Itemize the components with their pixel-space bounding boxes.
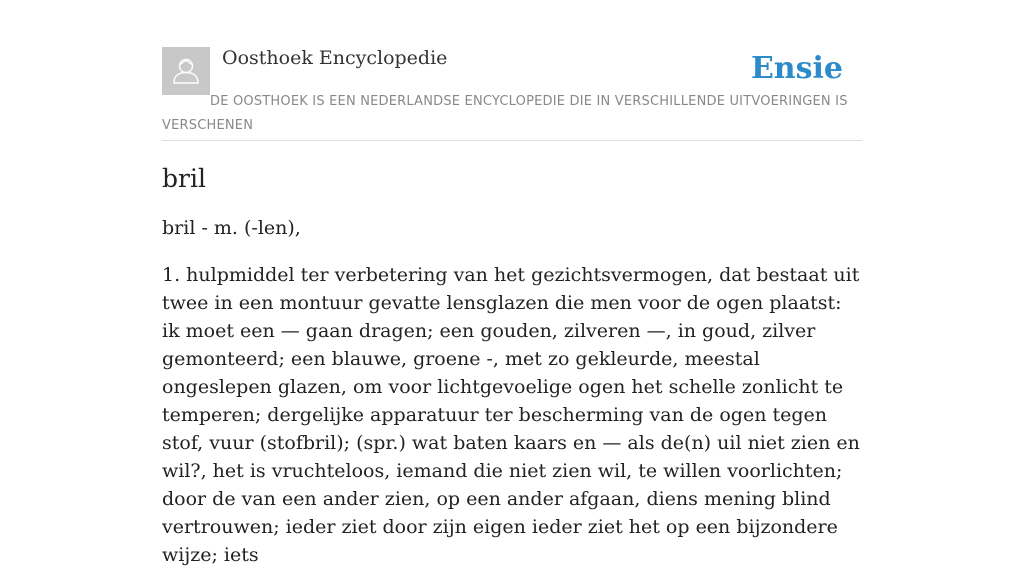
entry-definition: 1. hulpmiddel ter verbetering van het gezichtsvermogen, dat bestaat uit twee in een montuur gevatte lensglazen die men voor de ogen plaatst: ik moet een — gaan dragen; een gouden, zilveren —, in goud, zilver gemonteerd; een blauwe, groene -, met zo gekleurde, meestal ongeslepen glazen, om voor lichtgevoelige ogen het schelle zonlicht te temperen; dergelijke apparatuur ter bescherming van de ogen tegen stof, vuur (stofbril); (spr.) wat baten kaars en — als de(n) uil niet zien en wil?, het is vruchteloos, iemand die niet zien wil, te willen voorlichten; door de van een ander zien, op een ander afgaan, diens mening blind vertrouwen; ieder ziet door zijn eigen ieder ziet het op een bijzondere wijze; iets	[162, 264, 860, 566]
source-description: DE OOSTHOEK IS EEN NEDERLANDSE ENCYCLOPEDIE DIE IN VERSCHILLENDE UITVOERINGEN IS VERSCHENEN	[162, 94, 848, 133]
entry-headword-line: bril - m. (-len),	[162, 217, 301, 239]
source-title-link[interactable]: Oosthoek Encyclopedie	[222, 47, 448, 69]
source-header	[162, 46, 862, 141]
ensie-logo-link[interactable]: Ensie	[750, 51, 843, 86]
entry-title: bril	[162, 164, 206, 193]
user-silhouette-icon[interactable]	[162, 47, 210, 95]
entry-content	[162, 160, 862, 569]
